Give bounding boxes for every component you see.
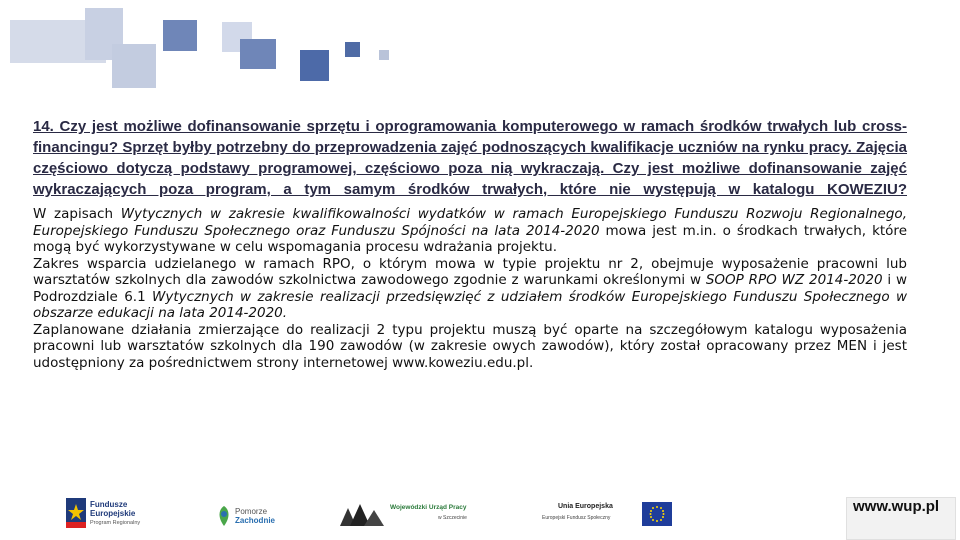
eu-logo [540, 498, 680, 530]
fe-star-icon [66, 498, 86, 528]
question-heading: 14. Czy jest możliwe dofinansowanie sprzętu i oprogramowania komputerowego w ramach środków trwałych lub cross-financingu? Sprzęt byłby potrzebny do przeprowadzenia zajęć podnoszących kwalifikacje uczniów na rynku pracy. Zajęcia częściowo dotyczą podstawy programowej, częściowo poza nią wykraczają. Czy jest możliwe dofinansowanie zajęć wykraczających poza program, a tym samym środków trwałych, które nie występują w katalogu KOWEZIU? [33, 118, 907, 198]
pz-line-1: Pomorze [235, 507, 268, 516]
p1-text-b: mowa jest m.in. o środkach trwałych, które mogą być wykorzystywane w celu wspomagania procesu wdrażania projektu. [33, 222, 907, 255]
answer-paragraph-1 [33, 206, 907, 256]
pomorze-zachodnie-logo [215, 500, 285, 530]
deco-square [345, 42, 360, 57]
answer-paragraph-3: Zaplanowane działania zmierzające do realizacji 2 typu projektu muszą być oparte na szczegółowym katalogu wyposażenia pracowni lub warsztatów szkolnych dla 190 zawodów (w zakresie owych zawodów), który został opracowany przez MEN i jest udostępniony za pośrednictwem strony internetowej www.koweziu.edu.pl. [33, 321, 907, 371]
p2-text-a: Zakres wsparcia udzielanego w ramach RPO, o którym mowa w typie projektu nr 2, obejmuje wyposażenie pracowni lub warsztatów szkolnych dla zawodów szkolnictwa zawodowego zgodnie z warunkami określonymi w [33, 255, 907, 288]
answer-paragraph-2 [33, 256, 907, 322]
ue-line-2: Europejski Fundusz Społeczny [542, 515, 611, 521]
website-link[interactable]: www.wup.pl [846, 497, 956, 540]
wup-line-2: w Szczecinie [438, 515, 467, 521]
deco-square [163, 20, 197, 51]
wup-emblem-icon [338, 500, 386, 528]
fundusze-europejskie-logo [66, 495, 176, 533]
deco-square [240, 39, 276, 69]
p2-text-b: i w Podrozdziale 6.1 [33, 272, 907, 305]
p1-text-a: W zapisach [33, 206, 121, 222]
ue-line-1: Unia Europejska [558, 503, 613, 510]
pz-leaf-icon [215, 504, 233, 528]
deco-square [300, 50, 329, 81]
fe-line-3: Program Regionalny [90, 520, 141, 526]
p1-italic: Wytycznych w zakresie kwalifikowalności wydatków w ramach Europejskiego Funduszu Rozwoju Regionalnego, Europejskiego Funduszu Społecznego oraz Funduszu Spójności na lata 2014-2020 [33, 206, 907, 239]
footer-logos [0, 490, 960, 540]
slide-content [33, 116, 907, 371]
deco-square [112, 44, 156, 88]
fe-line-1: Fundusze [90, 500, 128, 509]
pz-line-2: Zachodnie [235, 516, 276, 525]
wup-logo [338, 496, 478, 532]
deco-square [379, 50, 389, 60]
eu-flag-icon [642, 502, 672, 526]
wup-line-1: Wojewódzki Urząd Pracy [390, 504, 467, 511]
p2-italic-2: Wytycznych w zakresie realizacji przedsięwzięć z udziałem środków Europejskiego Funduszu Społecznego w obszarze edukacji na lata 2014-2020. [33, 288, 907, 321]
fe-line-2: Europejskie [90, 509, 136, 518]
p2-italic-1: SOOP RPO WZ 2014-2020 [705, 272, 883, 288]
